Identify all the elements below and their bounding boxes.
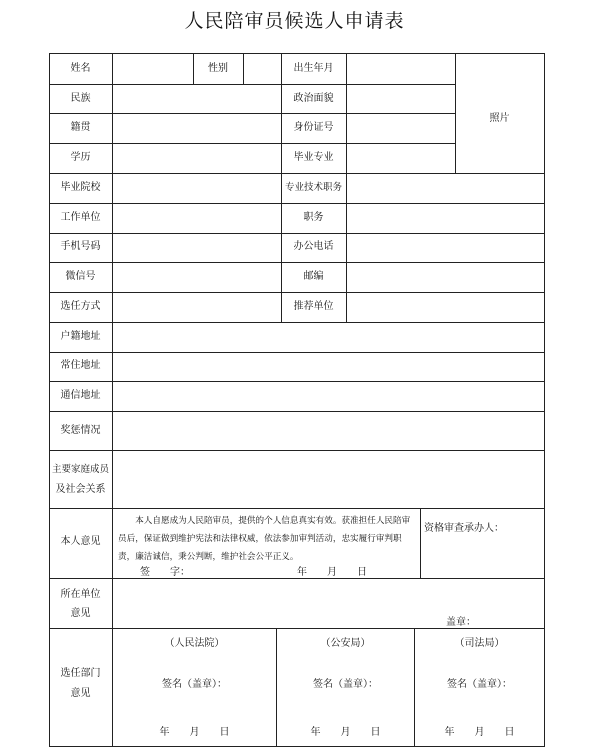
education-field[interactable] — [113, 144, 281, 173]
mail-addr-label: 通信地址 — [60, 390, 101, 401]
birth-label: 出生年月 — [293, 63, 334, 74]
dept-police-date: 年 月 日 — [310, 727, 381, 738]
wechat-field[interactable] — [113, 263, 281, 292]
dept-opinion-label-line1: 选任部门 — [60, 668, 101, 679]
dept-court-sign: 签名（盖章）： — [162, 679, 227, 690]
email-field[interactable] — [347, 263, 544, 292]
unit-opinion-label-line1: 所在单位 — [60, 589, 101, 600]
id-number-label: 身份证号 — [293, 122, 334, 133]
position-field[interactable] — [347, 204, 544, 233]
rewards-label: 奖惩情况 — [60, 425, 101, 436]
id-number-field[interactable] — [347, 114, 455, 143]
hukou-addr-field[interactable] — [113, 323, 544, 352]
rewards-field[interactable] — [113, 412, 544, 450]
method-label: 选任方式 — [60, 301, 101, 312]
gender-label: 性别 — [208, 63, 228, 74]
mail-addr-field[interactable] — [113, 382, 544, 411]
political-field[interactable] — [347, 85, 455, 113]
dept-police[interactable] — [277, 629, 414, 746]
major-field[interactable] — [347, 144, 455, 173]
sign-field[interactable] — [190, 560, 280, 576]
native-place-label: 籍贯 — [70, 122, 91, 133]
residence-addr-label: 常住地址 — [60, 360, 101, 371]
gender-field[interactable] — [244, 54, 281, 84]
major-label: 毕业专业 — [293, 152, 334, 163]
family-field[interactable] — [113, 451, 544, 508]
wechat-label: 微信号 — [65, 271, 96, 282]
dept-justice-sign: 签名（盖章）： — [447, 679, 512, 690]
reviewer-field[interactable] — [421, 535, 544, 578]
residence-addr-field[interactable] — [113, 353, 544, 381]
sign-label: 签 字： — [140, 567, 190, 578]
photo-area[interactable] — [456, 54, 544, 173]
work-unit-field[interactable] — [113, 204, 281, 233]
unit-opinion-label-line2: 意见 — [70, 608, 91, 619]
political-label: 政治面貌 — [293, 93, 334, 104]
dept-justice-date: 年 月 日 — [444, 727, 515, 738]
prof-title-field[interactable] — [347, 174, 544, 203]
school-label: 毕业院校 — [60, 182, 101, 193]
office-phone-field[interactable] — [347, 234, 544, 262]
dept-opinion-label-line2: 意见 — [70, 688, 91, 699]
prof-title-label: 专业技术职务 — [284, 182, 342, 193]
dept-court-date: 年 月 日 — [159, 727, 230, 738]
hukou-addr-label: 户籍地址 — [60, 331, 101, 342]
recommender-label: 推荐单位 — [293, 301, 334, 312]
birth-field[interactable] — [347, 54, 455, 84]
personal-opinion-label: 本人意见 — [60, 536, 101, 547]
unit-opinion-field[interactable] — [113, 579, 544, 628]
ethnicity-label: 民族 — [70, 93, 91, 104]
personal-opinion-text: 本人自愿成为人民陪审员，提供的个人信息真实有效。获准担任人民陪审员后，保证做到维护宪法和法律权威，依法参加审判活动，忠实履行审判职责，廉洁诚信，秉公判断，维护社会公平正义。 — [118, 516, 411, 562]
mobile-label: 手机号码 — [60, 241, 101, 252]
ethnicity-field[interactable] — [113, 85, 281, 113]
dept-justice[interactable] — [415, 629, 544, 746]
name-label: 姓名 — [70, 63, 91, 74]
education-label: 学历 — [70, 152, 91, 163]
form-title: 人民陪审员候选人申请表 — [184, 10, 405, 32]
unit-seal-label: 盖章： — [446, 617, 476, 628]
mobile-field[interactable] — [113, 234, 281, 262]
position-label: 职务 — [303, 212, 324, 223]
name-field[interactable] — [113, 54, 193, 84]
family-label-line1: 主要家庭成员 — [51, 464, 109, 475]
photo-label: 照片 — [489, 113, 510, 124]
personal-opinion-date: 年 月 日 — [297, 567, 367, 578]
dept-police-sign: 签名（盖章）： — [313, 679, 378, 690]
dept-court[interactable] — [113, 629, 276, 746]
dept-court-name: （人民法院） — [164, 638, 225, 649]
office-phone-label: 办公电话 — [293, 241, 334, 252]
dept-justice-name: （司法局） — [454, 638, 505, 649]
school-field[interactable] — [113, 174, 281, 203]
method-field[interactable] — [113, 293, 281, 322]
reviewer-label: 资格审查承办人： — [424, 523, 504, 534]
email-label: 邮编 — [303, 271, 324, 282]
dept-police-name: （公安局） — [320, 638, 371, 649]
family-label-line2: 及社会关系 — [55, 484, 106, 495]
native-place-field[interactable] — [113, 114, 281, 143]
work-unit-label: 工作单位 — [60, 212, 101, 223]
recommender-field[interactable] — [347, 293, 544, 322]
